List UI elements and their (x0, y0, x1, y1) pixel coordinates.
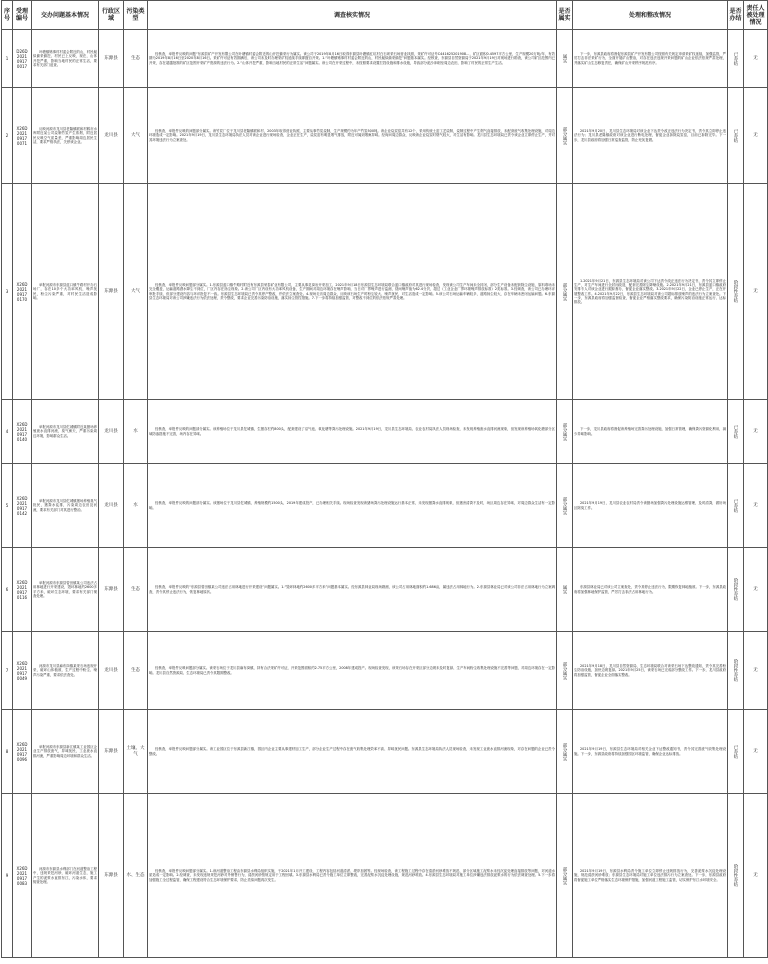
cell-handling: 2021年9月19日，东源县水利局责令施工单位立即停止违规排放行为，完善泥浆水沉淀处理设施，规范清淤河砂堆放；东源县生态环境局对施工单位违法排污行为立案查处。下一步，东源县政府将督促施工单位严格落实生态环境保护措施，加强河道工程施工监管，切实保护东江水环境安全。 (573, 794, 728, 958)
cell-accountability: 无 (744, 794, 768, 958)
cell-seq: 7 (2, 632, 13, 710)
cell-region: 龙川县 (99, 464, 124, 548)
cell-pollution: 土壤、大气 (124, 710, 148, 794)
cell-pollution: 水 (124, 464, 148, 548)
cell-id: D26D 2021 0917 0017 (13, 30, 32, 88)
cell-accountability: 无 (744, 710, 768, 794)
cell-closed: 已办结 (728, 88, 744, 184)
cell-id: X26D 2021 0917 0049 (13, 632, 32, 710)
table-row (2, 632, 768, 710)
cell-pollution: 生态 (124, 30, 148, 88)
cell-handling: 东源县林业局已对该公司立案查处，责令其停止违法行为，限期恢复林地植被。下一步，东源县政府将加强林地保护监管，严厉打击非法占用林地行为。 (573, 548, 728, 632)
cell-seq: 9 (2, 794, 13, 958)
cell-verified: 部分属实 (557, 794, 573, 958)
cell-accountability: 无 (744, 184, 768, 400)
cell-seq: 8 (2, 710, 13, 794)
cell-seq: 2 (2, 88, 13, 184)
header-id: 受理编号 (13, 1, 32, 30)
cell-investigation: 经核查，举报件反映的问题部分属实。该猪场位于龙川县佗城镇，养殖规模约1500头，2019年建成投产，已办理相关手续。现场检查发现该猪场粪污处理设施运行基本正常，未发现猪粪水直排现象，但猪舍清粪不及时，场区周边存在异味，对周边群众生活有一定影响。 (148, 464, 557, 548)
header-accountability: 责任人被处理情况 (744, 1, 768, 30)
header-pollution: 污染类型 (124, 1, 148, 30)
cell-investigation: 经核查，举报件反映的“东源县曾田镇某公司违法占用林地进行开采建设”问题属实。1.“毁坏林地约2600多平方米”问题基本属实。经东源县林业局现场勘测，该公司占用林地面积约1.686亩，属违法占用林地行为。2.东源县林业局已对该公司非法占用林地行为立案调查，责令其停止违法行为，恢复林地原状。 (148, 548, 557, 632)
table-row (2, 184, 768, 400)
table-row (2, 400, 768, 464)
cell-problem: 反映河源市龙川县老隆镇联和村鹤市水库附近某公司烧制竹炭产生浓烟，附近居民反映空气质量差，严重影响周边居民生活，要求严格执法，关停该企业。 (32, 88, 99, 184)
cell-accountability: 无 (744, 632, 768, 710)
cell-verified: 属实 (557, 30, 573, 88)
cell-seq: 1 (2, 30, 13, 88)
cell-investigation: 经核查，举报件反映问题部分属实。1.东源县蓝口镇牛路村附近有东源县荣泰矿业有限公司，主要从事花岗岩开采加工，2021年9月18日东源县生态环境局联合蓝口镇政府对其进行现场检查，发现该公司生产车间未全封闭，部分生产设备未配套除尘设施，原料堆场未完全覆盖，运输道路洒水降尘不到位，厂区内存在扬尘现象。2.该公司厂区内设有大功率风机设备，生产期间对周边环境存在噪声影响，当日对厂界噪声进行监测，昼间噪声值为62.4分贝，超过《工业企业厂界环境噪声排放标准》2类标准。3.经调查，该公司已办理环评审批手续，但部分建设内容与环评批复不一致。东源县生态环境局已责令其停产整改，并依法立案查处。4.现场走访周边群众，反映该石场生产时粉尘较大、噪声扰民，对生活造成一定影响。5.该公司石场运输车辆较多，道路扬尘较大，存在车辆未密闭运输问题。6.东源县生态环境局对该公司涉嫌违法行为依法处理，责令整改，要求企业完善污染防治设施，落实扬尘管控措施。7.下一步将持续加强监管，对整改不到位的依法依规严肃处理。 (148, 184, 557, 400)
cell-closed: 已办结 (728, 464, 744, 548)
cell-closed: 阶段性办结 (728, 548, 744, 632)
cell-region: 龙川县 (99, 632, 124, 710)
cell-investigation: 经核查，举报件反映的问题“东源县矿产开发有限公司在叶塘镇村委会附近的山开挖偷采行为属实。该公司于2019年8月16日取得东源县叶塘镇红坑村白石坝采石场营业执照，采矿许可证号C441625201908…，矿区面积0.4597平方公里，生产规模20万吨/年，有效期为2019年8月16日至2020年8月16日。采矿许可证有效期满后，该公司未及时办理采矿权延续手续即擅自开采。1.“叶塘镇铬事村村委会附近的山，村民疑似偷采偷挖”问题基本属实。经核查，东源县自然资源局于2021年9月19日对现场进行勘查，该公司矿区范围内已开采，存在超越批准的矿区范围开采矿产资源的违法行为。2.“山体开挖严重，影响当地村民的正常生活”问题属实。该公司在开采过程中，未按照要求设置拦挡设施和排水设施，导致部分泥沙冲刷至周边农田，影响了村民的正常生产生活。 (148, 30, 557, 88)
cell-verified: 部分属实 (557, 184, 573, 400)
complaint-table (1, 0, 768, 958)
table-row (2, 794, 768, 958)
header-closed: 是否办结 (728, 1, 744, 30)
header-handling: 处理和整改情况 (573, 1, 728, 30)
cell-investigation: 经核查，举报件反映问题部分属实。该采石场位于龙川县麻布岗镇，持有合法采矿许可证，开采范围面积约2.75平方公里，2008年建成投产。现场检查发现，该采石场存在开采区部分边坡未及时复绿、生产车间粉尘收集处理设施不完善等问题，对周边环境存在一定影响。龙川县自然资源局、生态环境局已责令其限期整改。 (148, 632, 557, 710)
cell-handling: 2021年9月19日，东源县生态环境局对相关企业下达整改通知书，责令其完善废气收集处理设施。下一步，东源县政府将持续加强园区环境监管，确保企业达标排放。 (573, 710, 728, 794)
cell-pollution: 水 (124, 400, 148, 464)
cell-closed: 阶段性办结 (728, 794, 744, 958)
cell-id: X26D 2021 0917 0096 (13, 710, 32, 794)
cell-handling: 下一步，龙川县政府将督促该养殖场完善粪污处理设施，加强日常管理，确保粪污资源化利用，减少异味影响。 (573, 400, 728, 464)
cell-verified: 部分属实 (557, 464, 573, 548)
cell-seq: 4 (2, 400, 13, 464)
cell-region: 龙川县 (99, 400, 124, 464)
cell-verified: 属实 (557, 548, 573, 632)
cell-verified: 部分属实 (557, 710, 573, 794)
cell-problem: 叶塘镇铬事村村委会附近的山，村民疑似偷采偷挖、村民已上反映，现在，山体开挖严重，影响当地村民的正常生活，要求有关部门追查。 (32, 30, 99, 88)
cell-region: 东源县 (99, 548, 124, 632)
cell-pollution: 生态 (124, 632, 148, 710)
cell-region: 东源县 (99, 794, 124, 958)
cell-seq: 5 (2, 464, 13, 548)
header-investigation: 调查核实情况 (148, 1, 557, 30)
cell-closed: 已办结 (728, 30, 744, 88)
cell-problem: 举报河源市龙川县佗城镇附近某猪场养殖废水直排河流，臭气熏天，严重污染周边环境，影响群众生活。 (32, 400, 99, 464)
cell-problem: 举报河源市龙川县佗城镇猪场养殖臭气扰民，猪粪水乱排，污染周边农田及河流，要求有关部门对其进行整治。 (32, 464, 99, 548)
header-region: 行政区域 (99, 1, 124, 30)
cell-verified: 部分属实 (557, 632, 573, 710)
cell-closed: 已办结 (728, 710, 744, 794)
cell-accountability: 无 (744, 464, 768, 548)
cell-region: 龙川县 (99, 88, 124, 184)
table-row (2, 710, 768, 794)
cell-region: 东源县 (99, 184, 124, 400)
cell-investigation: 经核查，举报件反映问题部分属实。1.该河道整治工程由东源县水利局组织实施，于2021年1月开工建设，工程内容包括河道清淤、堤岸加固等。经现场检查，该工程施工过程中存在清淤河砂堆放不规范、部分区域施工泥浆水未经沉淀处理直接排放等问题，对河道水质造成一定影响。2.经调查，未发现违规采挖河砂对外销售行为，清淤河砂按规定用于工程回填。3.东源县水利局已责令施工单位立即整改，完善泥浆水沉淀处理设施，规范河砂堆放。4.东源县生态环境局对施工单位涉嫌违法排放泥浆水的行为依法调查处理。5.下一步将加强施工全过程监管，确保工程建设符合生态环境保护要求，防止类似问题再次发生。 (148, 794, 557, 958)
cell-accountability: 无 (744, 400, 768, 464)
cell-accountability: 无 (744, 548, 768, 632)
table-row (2, 548, 768, 632)
header-problem: 交办问题基本情况 (32, 1, 99, 30)
cell-accountability: 无 (744, 88, 768, 184)
cell-pollution: 生态 (124, 548, 148, 632)
cell-problem: 河源市东源县水利部门在河道整治工程中，违规采挖河砂，破坏河道生态，施工产生的泥浆水直排东江，污染水体，要求彻查处理。 (32, 794, 99, 958)
cell-handling: 1.2021年9月21日，东源县生态环境局对该公司下达责令改正违法行为决定书，责令其立即停止生产，对生产车间进行全封闭改造，配套完善除尘降噪设施。2.2021年9月21日，东源县蓝口镇政府安排专人对该企业进行跟踪督办，督促企业落实整改。3.2021年9月22日，企业已停止生产，正在开展整改工作。4.2021年9月22日，东源县生态环境局对该公司超标排放噪声的违法行为立案查处。下一步，东源县政府将加强监督检查，督促企业严格落实整改要求，确保污染防治设施正常运行、达标排放。 (573, 184, 728, 400)
cell-problem: 举报河源市东源县新江镇某工业园区企业生产排放废气，异味扰民，工业废水直排河流，严重影响周边环境和群众生活。 (32, 710, 99, 794)
cell-investigation: 经核查，举报件反映的问题部分属实。该养殖场位于龙川县佗城镇，生猪存栏约800头，配套建设了沼气池、氧化塘等粪污处理设施。2021年9月19日，龙川县生态环境局、农业农村局执法人员现场检查，未发现养殖废水直排河流现象，但发现该养殖场氧化塘部分区域防渗措施不完善，场内存在异味。 (148, 400, 557, 464)
table-row (2, 30, 768, 88)
cell-handling: 2021年9月19日，龙川县农业农村局责令该猪场加强粪污处理设施运维管理，及时清粪，做好场区除臭工作。 (573, 464, 728, 548)
cell-accountability: 无 (744, 30, 768, 88)
table-row (2, 464, 768, 548)
cell-pollution: 大气 (124, 184, 148, 400)
cell-id: X26D 2021 0917 0140 (13, 400, 32, 464)
header-verified: 是否属实 (557, 1, 573, 30)
cell-closed: 阶段性办结 (728, 184, 744, 400)
cell-verified: 部分属实 (557, 400, 573, 464)
header-row (2, 1, 768, 30)
cell-seq: 3 (2, 184, 13, 400)
cell-id: X26D 2021 0917 0071 (13, 88, 32, 184)
cell-region: 东源县 (99, 710, 124, 794)
table-row (2, 88, 768, 184)
cell-investigation: 经核查，举报件反映问题部分属实。该工业园区位于东源县新江镇，园区内企业主要从事建材加工生产，部分企业生产过程中存在废气收集处理效率不高、异味扰民问题。东源县生态环境局执法人员现场检查，未发现工业废水直排河流现象，对存在问题的企业已责令整改。 (148, 710, 557, 794)
cell-id: X26D 2021 0917 0170 (13, 184, 32, 400)
cell-problem: 举报河源市东源县蓝口镇牛路村开办石场厂，存在10多个大功率风机，噪声扰民，粉尘污染严重，对村民生活造成影响。 (32, 184, 99, 400)
cell-verified: 部分属实 (557, 88, 573, 184)
cell-id: X26D 2021 0917 0083 (13, 794, 32, 958)
cell-closed: 已办结 (728, 400, 744, 464)
cell-closed: 阶段性办结 (728, 632, 744, 710)
cell-investigation: 经核查，举报件反映的问题部分属实。该竹炭厂位于龙川县老隆镇联和村，2003年取得营业执照，主要从事竹炭烧制，生产规模约为年产竹炭500吨。该企业烧炭窑共有12个，采用传统土窑工艺烧制，烧制过程中产生烟气直接排放，未配套废气收集处理设施，对周边环境造成一定影响。2021年9月19日，龙川县生态环境局执法人员对该企业进行现场检查，企业正在生产，烧炭窑有明显烟气排放，附近可闻到烟熏异味。经询问周边群众，反映该企业烧炭时烟气较大，对生活有影响。龙川县生态环境局已责令该企业立即停止生产，并对其环境违法行为立案查处。 (148, 88, 557, 184)
cell-seq: 6 (2, 548, 13, 632)
cell-problem: 河源市龙川县麻布岗镇某采石场违规开采，破坏山体植被，生产过程中粉尘、噪声污染严重，要求依法查处。 (32, 632, 99, 710)
cell-id: X26D 2021 0917 0116 (13, 548, 32, 632)
cell-pollution: 水、生态 (124, 794, 148, 958)
cell-pollution: 大气 (124, 88, 148, 184)
cell-region: 东源县 (99, 30, 124, 88)
cell-id: X26D 2021 0917 0142 (13, 464, 32, 548)
header-seq: 序号 (2, 1, 13, 30)
cell-handling: 2021年9月18日，龙川县自然资源局、生态环境局联合对该采石场下达整改通知，责令其完善粉尘防治设施，加快边坡复绿。2021年9月25日，该采石场已完成部分整改工作。下一步，龙川县政府将加强监管，督促企业全面落实整改。 (573, 632, 728, 710)
cell-problem: 举报河源市东源县曾田镇某公司违法占用林地进行开采建设，毁坏林地约2600多平方米，破坏生态环境，要求有关部门彻查处理。 (32, 548, 99, 632)
cell-handling: 2021年9月20日，龙川县生态环境局对该企业下达责令改正违法行为决定书，责令其立即停止违法行为；龙川县老隆镇政府对该企业进行断电处理，督促企业拆除烧炭窑，目前已拆除完毕。下一步，龙川县政府将加强日常巡查监管，防止死灰复燃。 (573, 88, 728, 184)
cell-handling: 下一步，东源县政府将督促东源县矿产开发有限公司按照有关规定申请采矿权延续，加强监管，严厉打击非法采矿行为，全面开展矿山整治，对存在违法违规开采问题的矿山企业依法依规严肃处理，并落实矿山生态修复责任，确保矿山开采秩序规范有序。 (573, 30, 728, 88)
